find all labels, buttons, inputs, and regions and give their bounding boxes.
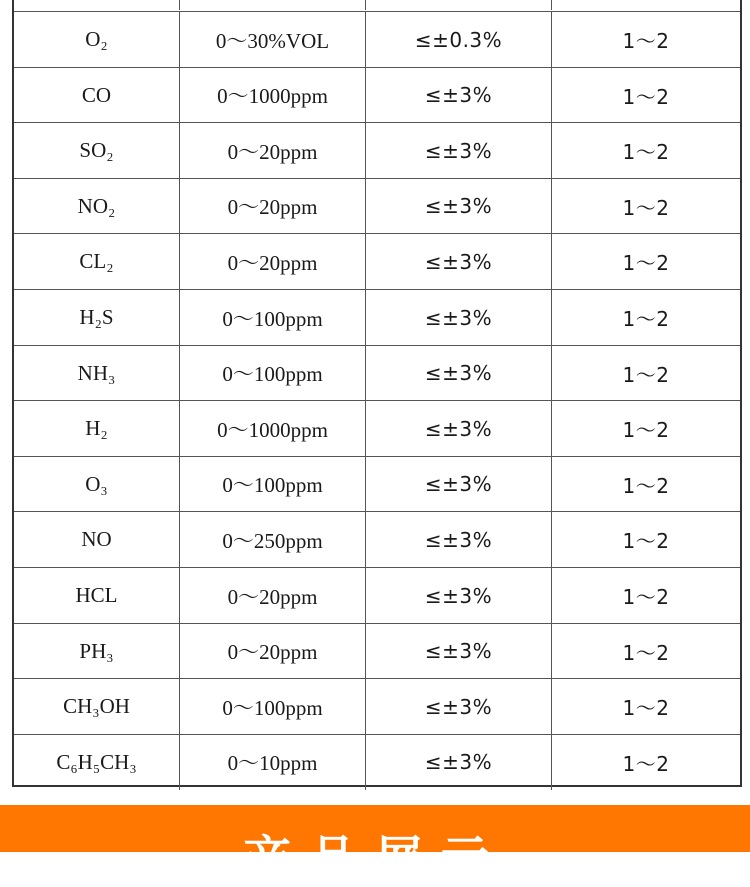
table-row (14, 289, 740, 345)
table-row (14, 122, 740, 178)
gas-name-cell: NO (14, 512, 180, 567)
response-cell: 1～2 (622, 640, 670, 665)
table-row (14, 567, 740, 623)
response-cell: 1～2 (622, 251, 670, 276)
accuracy-cell: ≤±3% (366, 234, 552, 289)
accuracy-cell: ≤±0.3% (366, 12, 552, 67)
gas-name-cell: NH₃ (14, 346, 180, 401)
table-row (14, 511, 740, 567)
response-cell: 1～2 (622, 140, 670, 165)
response-cell: 1～2 (622, 195, 670, 220)
table-row (14, 623, 740, 679)
response-cell: 1～2 (622, 585, 670, 609)
range-cell: 0～100ppm (180, 457, 366, 512)
table-row (14, 11, 740, 67)
gas-spec-table (12, 0, 742, 787)
table-row (14, 345, 740, 401)
range-cell: 0～20ppm (180, 624, 366, 679)
accuracy-cell: ≤±3% (366, 457, 552, 512)
response-cell: 1～2 (622, 751, 670, 776)
gas-name-cell: C₆H₅CH₃ (14, 735, 180, 790)
accuracy-cell: ≤±3% (366, 346, 552, 401)
table-row (14, 734, 740, 790)
table-row (14, 400, 740, 456)
response-cell: 1～2 (622, 529, 670, 554)
range-cell: 0～1000ppm (180, 401, 366, 456)
accuracy-cell: ≤±3% (366, 624, 552, 679)
accuracy-cell: ≤±3% (366, 290, 552, 345)
gas-name-cell: H₂ (14, 401, 180, 456)
range-cell: 0～20ppm (180, 179, 366, 234)
range-cell: 0～100ppm (180, 290, 366, 345)
gas-name-cell: HCL (14, 568, 180, 623)
response-cell: 1～2 (622, 29, 670, 53)
gas-name-cell: CH₃OH (14, 679, 180, 734)
accuracy-cell: ≤±3% (366, 179, 552, 234)
accuracy-cell: ≤±3% (366, 401, 552, 456)
response-cell: 1～2 (622, 84, 670, 109)
range-cell: 0～20ppm (180, 234, 366, 289)
table-row (14, 456, 740, 512)
table-row (14, 67, 740, 123)
range-cell: 0～30%VOL (180, 12, 366, 67)
response-cell: 1～2 (622, 362, 670, 387)
table-row (14, 233, 740, 289)
range-cell: 0～100ppm (180, 346, 366, 401)
gas-name-cell: SO₂ (14, 123, 180, 178)
response-cell: 1～2 (622, 418, 670, 443)
gas-name-cell: O₃ (14, 457, 180, 512)
gas-name-cell: CO (14, 68, 180, 123)
accuracy-cell: ≤±3% (366, 679, 552, 734)
table-row (14, 678, 740, 734)
range-cell: 0～20ppm (180, 123, 366, 178)
response-cell: 1～2 (622, 307, 670, 331)
section-banner (0, 805, 750, 887)
gas-name-cell: CL₂ (14, 234, 180, 289)
table-row-header-stub (14, 0, 740, 10)
banner-title: 产品展示 (242, 831, 507, 887)
accuracy-cell: ≤±3% (366, 512, 552, 567)
gas-name-cell: PH₃ (14, 624, 180, 679)
accuracy-cell: ≤±3% (366, 735, 552, 790)
gas-name-cell: H₂S (14, 290, 180, 345)
range-cell: 0～10ppm (180, 735, 366, 790)
range-cell: 0～100ppm (180, 679, 366, 734)
range-cell: 0～250ppm (180, 512, 366, 567)
gas-name-cell: NO₂ (14, 179, 180, 234)
range-cell: 0～20ppm (180, 568, 366, 623)
table-row (14, 178, 740, 234)
response-cell: 1～2 (622, 696, 670, 721)
response-cell: 1～2 (622, 473, 670, 498)
accuracy-cell: ≤±3% (366, 568, 552, 623)
range-cell: 0～1000ppm (180, 68, 366, 123)
accuracy-cell: ≤±3% (366, 123, 552, 178)
accuracy-cell: ≤±3% (366, 68, 552, 123)
gas-name-cell: O₂ (14, 12, 180, 67)
